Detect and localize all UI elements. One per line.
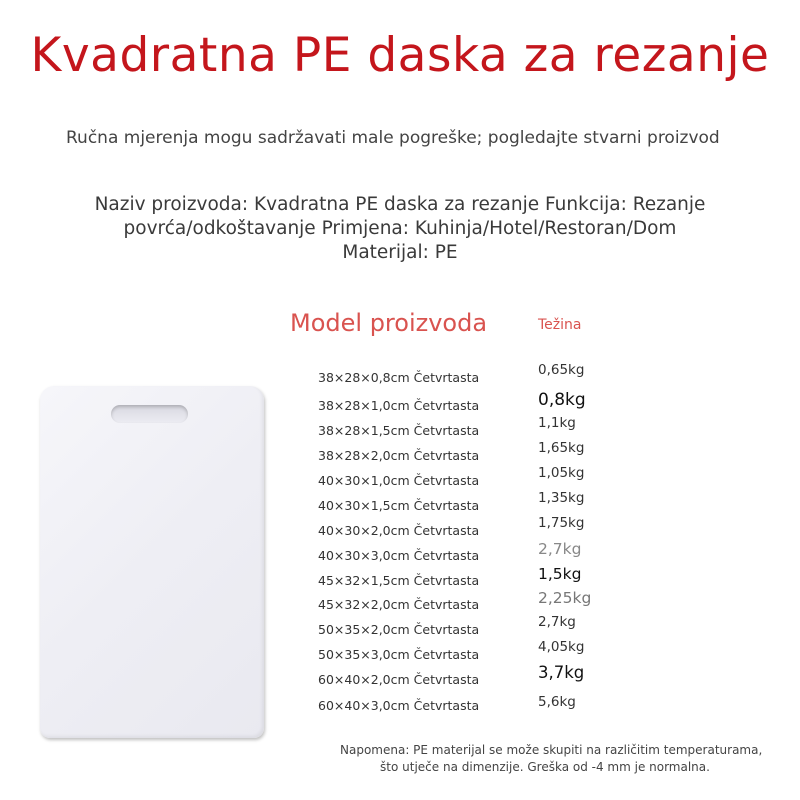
table-row-weight: 1,65kg bbox=[538, 440, 585, 456]
model-header: Model proizvoda bbox=[290, 309, 488, 337]
table-row-model: 38×28×1,0cm Četvrtasta bbox=[318, 398, 480, 413]
note-line-2: što utječe na dimenzije. Greška od -4 mm je normalna. bbox=[380, 760, 710, 774]
table-row-model: 38×28×2,0cm Četvrtasta bbox=[318, 448, 480, 463]
table-row-model: 45×32×1,5cm Četvrtasta bbox=[318, 573, 480, 588]
product-description bbox=[40, 193, 760, 265]
table-row-weight: 0,65kg bbox=[538, 362, 585, 378]
description-line-2: povrća/odkoštavanje Primjena: Kuhinja/Hotel/Restoran/Dom bbox=[123, 218, 677, 239]
measurement-disclaimer: Ručna mjerenja mogu sadržavati male pogreške; pogledajte stvarni proizvod bbox=[66, 128, 720, 148]
table-row-weight: 2,7kg bbox=[538, 540, 582, 558]
description-line-3: Materijal: PE bbox=[342, 242, 458, 263]
table-row-model: 60×40×2,0cm Četvrtasta bbox=[318, 672, 480, 687]
table-row-weight: 1,75kg bbox=[538, 515, 585, 531]
table-row-weight: 2,25kg bbox=[538, 589, 592, 607]
table-row-model: 38×28×0,8cm Četvrtasta bbox=[318, 370, 480, 385]
table-row-model: 40×30×1,0cm Četvrtasta bbox=[318, 473, 480, 488]
description-line-1: Naziv proizvoda: Kvadratna PE daska za rezanje Funkcija: Rezanje bbox=[94, 194, 706, 215]
table-row-model: 38×28×1,5cm Četvrtasta bbox=[318, 423, 480, 438]
table-row-weight: 1,5kg bbox=[538, 565, 582, 583]
table-row-weight: 2,7kg bbox=[538, 614, 576, 630]
table-row-weight: 1,1kg bbox=[538, 415, 576, 431]
table-row-weight: 3,7kg bbox=[538, 663, 585, 682]
table-row-weight: 0,8kg bbox=[538, 390, 586, 410]
table-row-weight: 1,35kg bbox=[538, 490, 585, 506]
table-row-weight: 1,05kg bbox=[538, 465, 585, 481]
table-row-model: 40×30×2,0cm Četvrtasta bbox=[318, 523, 480, 538]
shrinkage-note bbox=[340, 742, 763, 776]
cutting-board-image bbox=[40, 386, 264, 738]
table-row-model: 50×35×2,0cm Četvrtasta bbox=[318, 622, 480, 637]
table-row-weight: 5,6kg bbox=[538, 694, 576, 710]
table-row-model: 40×30×3,0cm Četvrtasta bbox=[318, 548, 480, 563]
table-row-model: 45×32×2,0cm Četvrtasta bbox=[318, 597, 480, 612]
table-row-model: 60×40×3,0cm Četvrtasta bbox=[318, 698, 480, 713]
note-line-1: Napomena: PE materijal se može skupiti na različitim temperaturama, bbox=[340, 743, 763, 757]
weight-header: Težina bbox=[538, 317, 582, 333]
table-row-model: 50×35×3,0cm Četvrtasta bbox=[318, 647, 480, 662]
table-row-model: 40×30×1,5cm Četvrtasta bbox=[318, 498, 480, 513]
page-title: Kvadratna PE daska za rezanje bbox=[30, 28, 770, 83]
board-handle-hole bbox=[111, 405, 188, 423]
table-row-weight: 4,05kg bbox=[538, 639, 585, 655]
